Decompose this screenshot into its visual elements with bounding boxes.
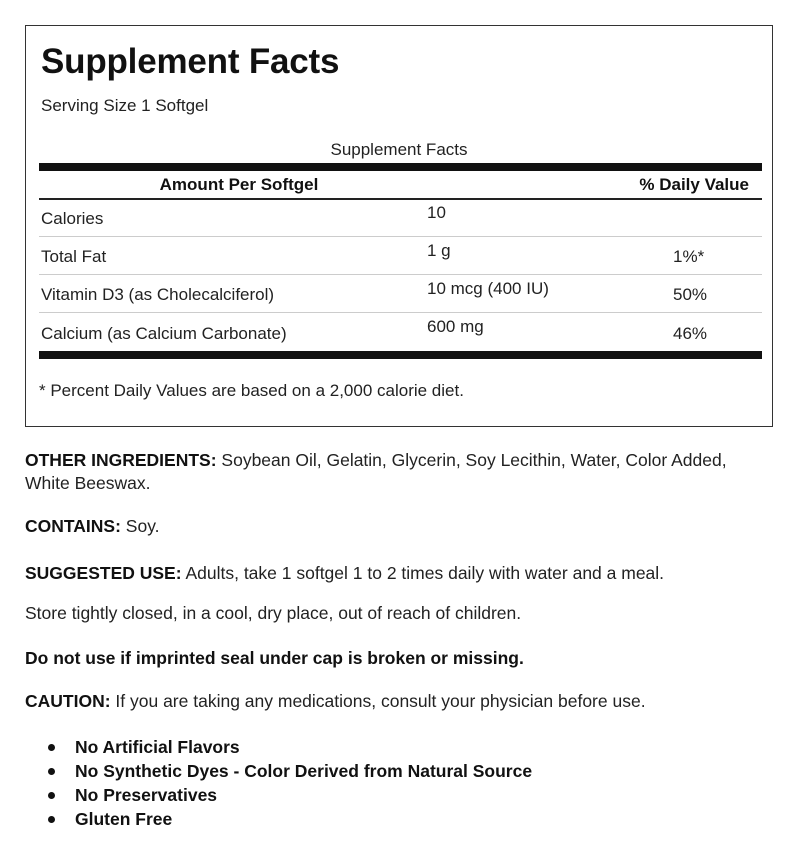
nutrient-name: Vitamin D3 (as Cholecalciferol) [41, 285, 275, 304]
other-ingredients [25, 449, 770, 495]
table-caption: Supplement Facts [330, 140, 468, 159]
feature-text: No Preservatives [75, 785, 218, 805]
divider-thick-top [39, 163, 762, 171]
caution-text: If you are taking any medications, consult your physician before use. [110, 691, 646, 711]
list-item [75, 783, 532, 807]
caution-label: CAUTION: [25, 691, 111, 711]
bullet-icon [48, 768, 55, 775]
suggested-use [25, 562, 770, 585]
nutrient-daily-value: 50% [673, 285, 708, 304]
seal-warning: Do not use if imprinted seal under cap is broken or missing. [25, 648, 524, 668]
header-amount-per-softgel: Amount Per Softgel [159, 175, 319, 194]
other-ingredients-text: Soybean Oil, Gelatin, Glycerin, Soy Lecithin, Water, Color Added, White Beeswax. [25, 450, 727, 493]
nutrient-amount: 10 mcg (400 IU) [427, 279, 549, 298]
contains-statement [25, 515, 770, 538]
list-item [75, 807, 532, 831]
facts-title: Supplement Facts [41, 42, 340, 81]
feature-list [25, 735, 532, 831]
caution-statement [25, 690, 770, 713]
nutrient-name: Calories [41, 209, 104, 228]
storage-instructions: Store tightly closed, in a cool, dry place, out of reach of children. [25, 603, 522, 623]
nutrient-name: Calcium (as Calcium Carbonate) [41, 324, 287, 343]
other-ingredients-label: OTHER INGREDIENTS: [25, 450, 217, 470]
bullet-icon [48, 744, 55, 751]
table-row [39, 238, 762, 275]
nutrient-amount: 600 mg [427, 317, 484, 336]
feature-text: No Synthetic Dyes - Color Derived from Natural Source [75, 761, 533, 781]
divider-thick-bottom [39, 351, 762, 359]
daily-value-footnote: * Percent Daily Values are based on a 2,000 calorie diet. [39, 381, 464, 400]
feature-text: Gluten Free [75, 809, 173, 829]
table-row [39, 276, 762, 313]
bullet-icon [48, 816, 55, 823]
bullet-icon [48, 792, 55, 799]
suggested-use-text: Adults, take 1 softgel 1 to 2 times daily with water and a meal. [181, 563, 665, 583]
contains-text: Soy. [120, 516, 160, 536]
feature-text: No Artificial Flavors [75, 737, 240, 757]
nutrient-daily-value: 1%* [673, 247, 705, 266]
nutrient-name: Total Fat [41, 247, 107, 266]
nutrient-amount: 10 [427, 203, 446, 222]
suggested-use-label: SUGGESTED USE: [25, 563, 182, 583]
list-item [75, 735, 532, 759]
nutrient-amount: 1 g [427, 241, 451, 260]
table-row [39, 314, 762, 351]
list-item [75, 759, 532, 783]
nutrient-daily-value: 46% [673, 324, 708, 343]
header-daily-value: % Daily Value [639, 175, 749, 194]
contains-label: CONTAINS: [25, 516, 121, 536]
table-row [39, 200, 762, 237]
supplement-facts-panel [25, 25, 773, 427]
serving-size: Serving Size 1 Softgel [41, 96, 209, 115]
